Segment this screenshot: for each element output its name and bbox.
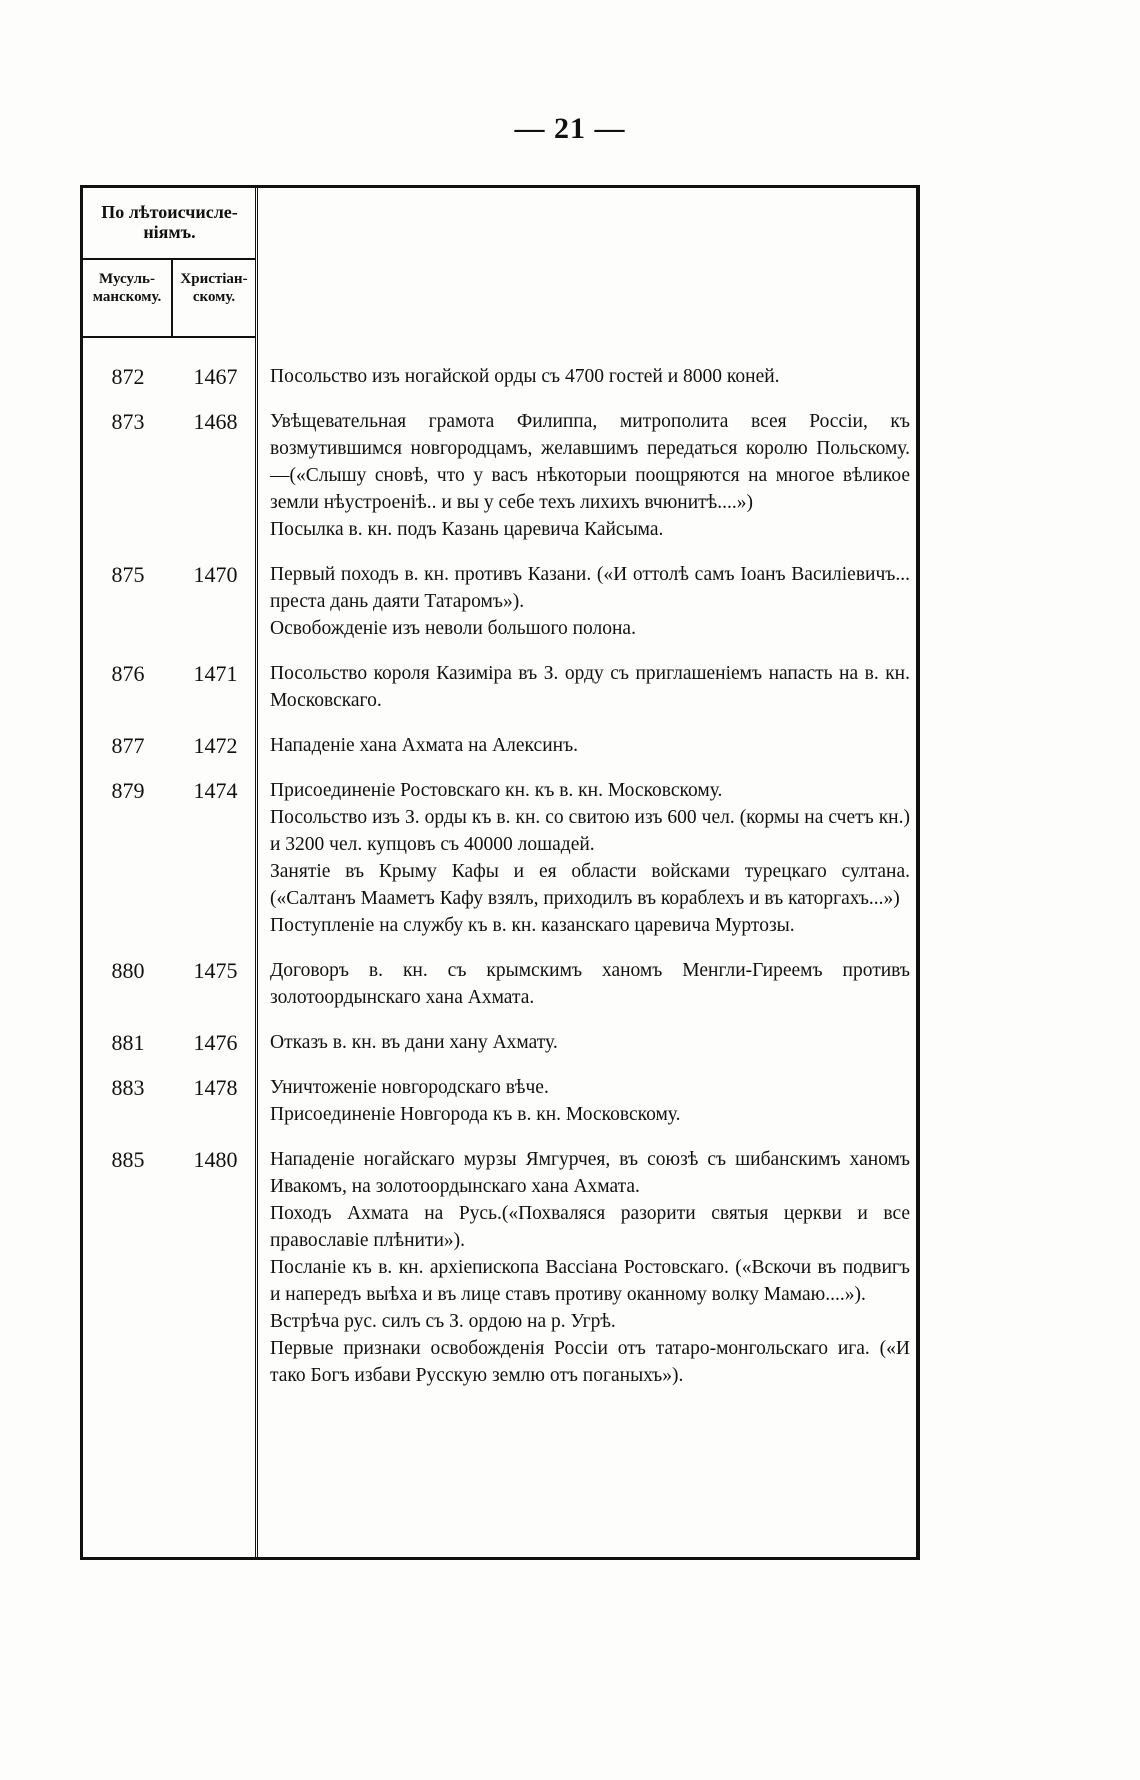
column-header-christian-line2: скому. <box>192 289 236 305</box>
year-muslim: 877 <box>111 733 145 758</box>
event-list <box>270 1029 910 1056</box>
column-header-muslim-line1: Мусуль- <box>99 271 155 287</box>
header-title-line2: ніямъ. <box>143 222 196 242</box>
event-entry: Посольство изъ З. орды къ в. кн. со свитою изъ 600 чел. (кормы на счетъ кн.) и 3200 чел. купцовъ съ 40000 лошадей. <box>270 807 910 855</box>
column-header-muslim-line2: манскому. <box>92 289 162 305</box>
event-entry: Занятіе въ Крыму Кафы и ея области войсками турецкаго султана. («Салтанъ Мааметъ Кафу взялъ, приходилъ въ кораблехъ и въ каторгахъ...») <box>270 861 910 909</box>
event-entry: Нападеніе ногайскаго мурзы Ямгурчея, въ союзѣ съ шибанскимъ ханомъ Ивакомъ, на золотоордынскаго хана Ахмата. <box>270 1149 910 1197</box>
event-list <box>270 408 910 543</box>
event-entry: Освобожденіе изъ неволи большого полона. <box>270 618 636 639</box>
event-list <box>270 777 910 939</box>
table-row <box>83 1029 917 1056</box>
year-muslim: 881 <box>111 1030 145 1055</box>
year-muslim: 872 <box>111 364 145 389</box>
event-entry: Увѣщевательная грамота Филиппа, митрополита всея Россіи, къ возмутившимся новгородцамъ, желавшимъ передаться королю Польскому.—(«Слышу сновѣ, что у васъ нѣкоторыи поощряются на многое вѣликое земли нѣустроеніѣ.. и вы у себе техъ лихихъ вчюнитѣ....») <box>270 411 910 513</box>
event-entry: Договоръ в. кн. съ крымскимъ ханомъ Менгли-Гиреемъ противъ золотоордынскаго хана Ахмата. <box>270 960 910 1008</box>
event-entry: Уничтоженіе новгородскаго вѣче. <box>270 1077 549 1098</box>
table-row <box>83 408 917 543</box>
event-list <box>270 363 910 390</box>
event-entry: Первые признаки освобожденія Россіи отъ татаро-монгольскаго ига. («И тако Богъ избави Русскую землю отъ поганыхъ»). <box>270 1338 910 1386</box>
year-christian: 1478 <box>193 1075 238 1100</box>
table-row <box>83 957 917 1011</box>
table-row <box>83 363 917 390</box>
year-muslim: 876 <box>111 661 145 686</box>
event-list <box>270 561 910 642</box>
table-row <box>83 777 917 939</box>
year-muslim: 875 <box>111 562 145 587</box>
year-muslim: 873 <box>111 409 145 434</box>
event-entry: Отказъ в. кн. въ дани хану Ахмату. <box>270 1032 558 1053</box>
event-entry: Присоединеніе Новгорода къ в. кн. Московскому. <box>270 1104 681 1125</box>
event-list <box>270 957 910 1011</box>
event-list <box>270 1074 910 1128</box>
table-row <box>83 1146 917 1389</box>
event-entry: Посольство короля Казиміра въ З. орду съ приглашеніемъ напасть на в. кн. Московскаго. <box>270 663 910 711</box>
page-number: — 21 — <box>514 112 626 145</box>
column-header-christian-line1: Христіан- <box>180 271 248 287</box>
header-divider <box>83 258 256 260</box>
column-header-christian <box>173 270 255 306</box>
year-christian: 1468 <box>193 409 238 434</box>
header-title-line1: По лѣтоисчисле- <box>101 202 238 222</box>
table-row <box>83 660 917 714</box>
event-entry: Походъ Ахмата на Русь.(«Похваляся разорити святыя церкви и все православіе плѣнити»). <box>270 1203 910 1251</box>
table-row <box>83 1074 917 1128</box>
year-christian: 1475 <box>193 958 238 983</box>
year-muslim: 883 <box>111 1075 145 1100</box>
chronology-table <box>80 185 920 1560</box>
column-header-muslim <box>83 270 171 306</box>
event-entry: Первый походъ в. кн. противъ Казани. («И оттолѣ самъ Іоанъ Василіевичъ... преста дань даяти Татаромъ»). <box>270 564 910 612</box>
year-christian: 1472 <box>193 733 238 758</box>
year-christian: 1467 <box>193 364 238 389</box>
table-row <box>83 732 917 759</box>
event-entry: Присоединеніе Ростовскаго кн. къ в. кн. Московскому. <box>270 780 723 801</box>
year-muslim: 880 <box>111 958 145 983</box>
table-row <box>83 561 917 642</box>
year-christian: 1476 <box>193 1030 238 1055</box>
header-title <box>83 202 256 242</box>
year-muslim: 885 <box>111 1147 145 1172</box>
year-christian: 1480 <box>193 1147 238 1172</box>
event-entry: Посланіе къ в. кн. архіепископа Вассіана Ростовскаго. («Вскочи въ подвигъ и напередъ выѣха и въ лице ставъ противу оканному волку Мамаю....»). <box>270 1257 910 1305</box>
year-christian: 1474 <box>193 778 238 803</box>
event-entry: Посылка в. кн. подъ Казань царевича Кайсыма. <box>270 519 664 540</box>
event-list <box>270 660 910 714</box>
event-entry: Нападеніе хана Ахмата на Алексинъ. <box>270 735 579 756</box>
table-body <box>83 363 917 1407</box>
event-entry: Поступленіе на службу къ в. кн. казанскаго царевича Муртозы. <box>270 915 795 936</box>
event-list <box>270 1146 910 1389</box>
event-list <box>270 732 910 759</box>
event-entry: Посольство изъ ногайской орды съ 4700 гостей и 8000 коней. <box>270 366 780 387</box>
year-christian: 1470 <box>193 562 238 587</box>
table-header <box>83 188 256 338</box>
event-entry: Встрѣча рус. силъ съ З. ордою на р. Угрѣ. <box>270 1311 616 1332</box>
year-muslim: 879 <box>111 778 145 803</box>
year-christian: 1471 <box>193 661 238 686</box>
